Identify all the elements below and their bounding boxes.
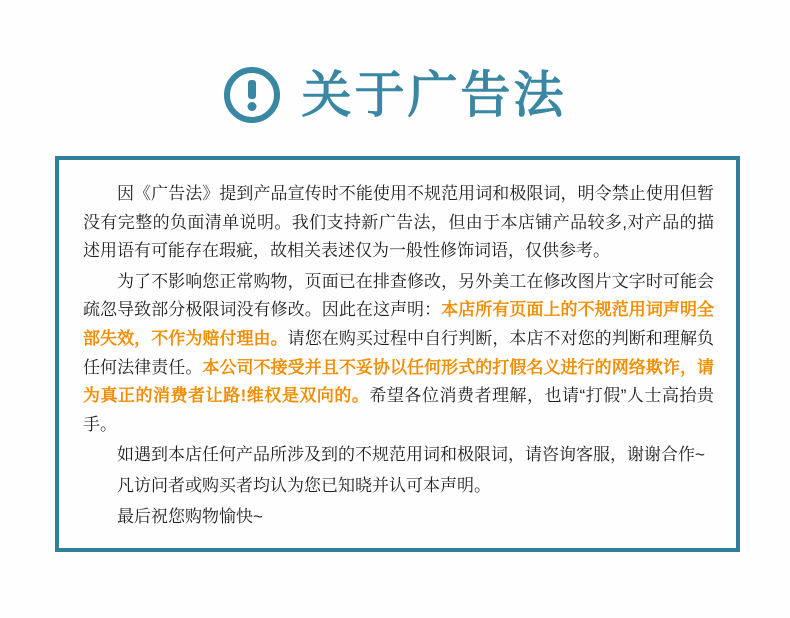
text-run: 最后祝您购物愉快~ xyxy=(117,506,263,526)
notice-paragraphs xyxy=(83,180,714,531)
notice-box xyxy=(55,156,740,552)
notice-paragraph xyxy=(83,180,714,266)
exclamation-bar xyxy=(248,80,256,99)
text-run: 因《广告法》提到产品宣传时不能使用不规范用词和极限词，明令禁止使用但暂没有完整的负面清单说明。我们支持新广告法，但由于本店铺产品较多,对产品的描述用语有可能存在瑕疵，故相关表述仅为一般性修饰词语，仅供参考。 xyxy=(83,184,714,261)
notice-paragraph xyxy=(83,503,714,532)
text-run: 凡访问者或购买者均认为您已知晓并认可本声明。 xyxy=(117,475,491,495)
text-run: 请您在购买过程中自行判断，本店不对您的判断和理解负任何法律责任。 xyxy=(83,328,715,377)
text-run: 希望各位消费者理解，也请“打假”人士高抬贵手。 xyxy=(83,386,714,434)
highlighted-text-run: 本公司不接受并且不妥协以任何形式的打假名义进行的网络欺诈，请为真正的消费者让路!维权是双向的。 xyxy=(83,357,715,406)
page-header xyxy=(0,66,790,124)
notice-paragraph xyxy=(83,472,714,501)
text-run: 如遇到本店任何产品所涉及到的不规范用词和极限词，请咨询客服，谢谢合作~ xyxy=(117,445,705,465)
notice-paragraph xyxy=(83,441,714,470)
page-title: 关于广告法 xyxy=(301,67,567,123)
exclamation-circle-icon xyxy=(224,67,280,123)
notice-paragraph xyxy=(83,268,714,440)
highlighted-text-run: 本店所有页面上的不规范用词声明全部失效，不作为赔付理由。 xyxy=(83,300,715,348)
text-run: 为了不影响您正常购物，页面已在排查修改，另外美工在修改图片文字时可能会疏忽导致部分极限词没有修改。因此在这声明： xyxy=(83,271,714,320)
exclamation-dot xyxy=(247,102,256,111)
